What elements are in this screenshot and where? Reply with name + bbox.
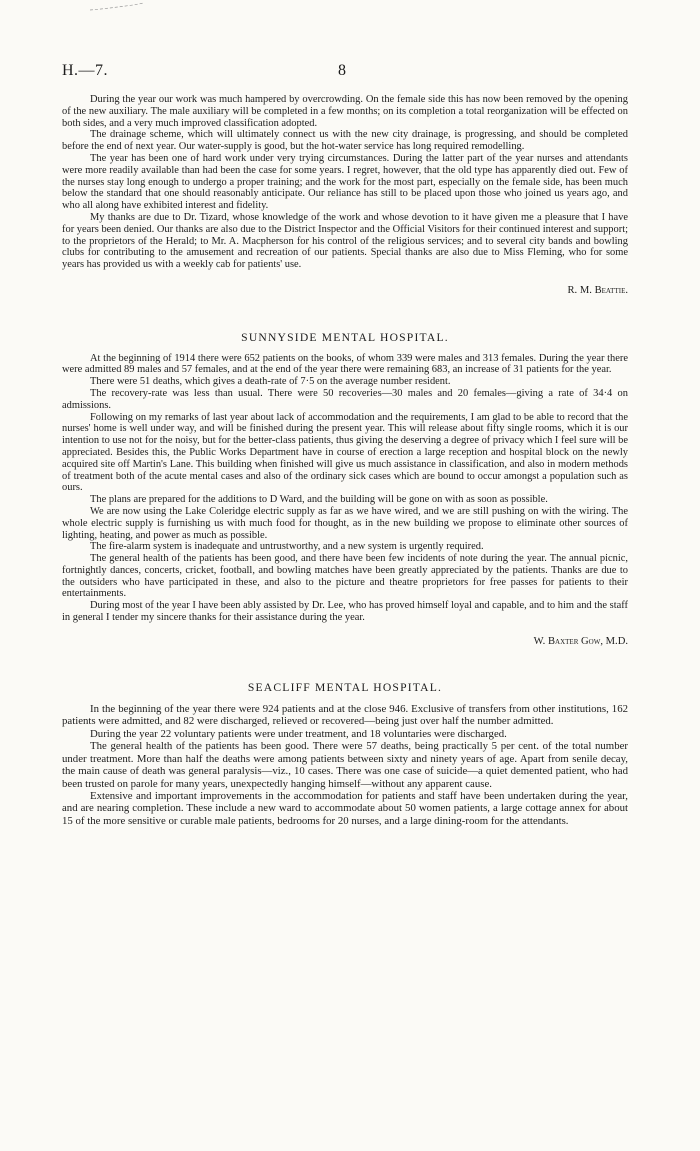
section-heading: SEACLIFF MENTAL HOSPITAL. [247,680,443,694]
paragraph: The drainage scheme, which will ultimately connect us with the new city drainage, is progressing, and should be completed before the end of next year. Our water-supply is good, but the hot-water service has long required remodelling. [62,129,628,153]
paragraph: The fire-alarm system is inadequate and untrustworthy, and a new system is urgently required. [90,541,484,553]
signature-surname: Beattie. [594,284,628,296]
signature [62,285,628,297]
paragraph: During most of the year I have been ably assisted by Dr. Lee, who has proved himself loyal and capable, and to him and the staff in general I tender my sincere thanks for their assistance during the year. [62,600,628,624]
sunnyside-section [62,332,628,648]
pencil-mark [88,2,148,12]
page-number: 8 [338,62,346,79]
paragraph: The general health of the patients has been good, and there have been few incidents of note during the year. The annual picnic, fortnightly dances, concerts, cricket, football, and bowling matches have been greatly appreciated by the patients. Thanks are due to the outsiders who have participated in these, and also to the picture and theatre proprietors for free passes for patients to their entertainments. [62,553,628,600]
paragraph: The plans are prepared for the additions to D Ward, and the building will be gone on with as soon as possible. [90,494,548,506]
signature-suffix: , M.D. [600,635,628,647]
intro-section [62,94,628,297]
signature-surname: Baxter Gow [547,635,601,647]
signature-initials: W. [533,635,548,647]
seacliff-section [62,682,628,827]
paragraph: There were 51 deaths, which gives a death-rate of 7·5 on the average number resident. [90,376,451,388]
paragraph: The general health of the patients has been good. There were 57 deaths, being practically 5 per cent. of the total number under treatment. More than half the deaths were among patients between sixty and ninety years of age. Apart from senile decay, the main cause of death was general paralysis—viz., 10 cases. There was one case of suicide—a quiet demented patient, who had been trusted on parole for many years, unexpectedly hanging himself—without any apparent cause. [62,740,628,790]
paragraph: The recovery-rate was less than usual. There were 50 recoveries—30 males and 20 females—giving a rate of 34·4 on admissions. [62,387,628,411]
report-body [62,94,628,827]
paragraph: Extensive and important improvements in the accommodation for patients and staff have been undertaken during the year, and are nearing completion. These include a new ward to accommodate about 50 women patients, a large cottage annex for about 15 of the more sensitive or curable male patients, bedrooms for 20 nurses, and a large dining-room for the attendants. [62,789,628,827]
paragraph: During the year 22 voluntary patients were under treatment, and 18 voluntaries were discharged. [90,727,507,740]
signature [62,636,628,648]
paragraph: During the year our work was much hampered by overcrowding. On the female side this has now been removed by the opening of the new auxiliary. The male auxiliary will be completed in a few months; on its completion a total reorganization will be effected on both sides, and a very much improved classification adopted. [62,94,628,129]
paragraph: The year has been one of hard work under very trying circumstances. During the latter part of the year nurses and attendants were more readily available than had been the case for some years. I regret, however, that the old type has apparently died out. Few of the nurses stay long enough to undergo a proper training; and the work for the most part, especially on the female side, has been much below the standard that one should reasonably anticipate. Our reliance has still to be placed upon those who joined us years ago, and who all along have exhibited interest and fidelity. [62,152,628,212]
section-heading: SUNNYSIDE MENTAL HOSPITAL. [241,330,449,344]
document-code: H.—7. [62,62,109,79]
paragraph: We are now using the Lake Coleridge electric supply as far as we have wired, and we are still pushing on with the wiring. The whole electric supply is furnishing us with much food for thought, as in the new building we propose to eliminate other sources of lighting, heating, and power as much as possible. [62,505,628,541]
signature-initials: R. M. [567,284,595,296]
paragraph: Following on my remarks of last year about lack of accommodation and the requirements, I am glad to be able to record that the nurses' home is well under way, and will be finished during the present year. This will release about fifty single rooms, which it is our intention to use not for the noisy, but for the better-class patients, thus giving the deserving a degree of privacy which I feel sure will be appreciated. Besides this, the Public Works Department have in course of erection a large reception and hospital block on the newly acquired site off Martin's Lane. This building when finished will give us much assistance in classification, and also in modern methods of treatment both of the acute mental cases and also of the ordinary sick cases which are bound to occur amongst a population such as ours. [62,411,628,494]
paragraph: My thanks are due to Dr. Tizard, whose knowledge of the work and whose devotion to it have given me a pleasure that I have for years been denied. Our thanks are also due to the District Inspector and the Official Visitors for their continued interest and support; to the proprietors of the Herald; to Mr. A. Macpherson for his control of the religious services; and to several city bands and bowling clubs for contributing to the amusement and recreation of our patients. Special thanks are also due to Miss Fleming, who for some years has provided us with a weekly cab for patients' use. [62,211,628,271]
paragraph: In the beginning of the year there were 924 patients and at the close 946. Exclusive of transfers from other institutions, 162 patients were admitted, and 82 were discharged, relieved or recovered—being just over half the number admitted. [62,703,628,728]
paragraph: At the beginning of 1914 there were 652 patients on the books, of whom 339 were males and 313 females. During the year there were admitted 89 males and 57 females, and at the end of the year there were remaining 683, an increase of 31 patients for the year. [62,352,628,376]
